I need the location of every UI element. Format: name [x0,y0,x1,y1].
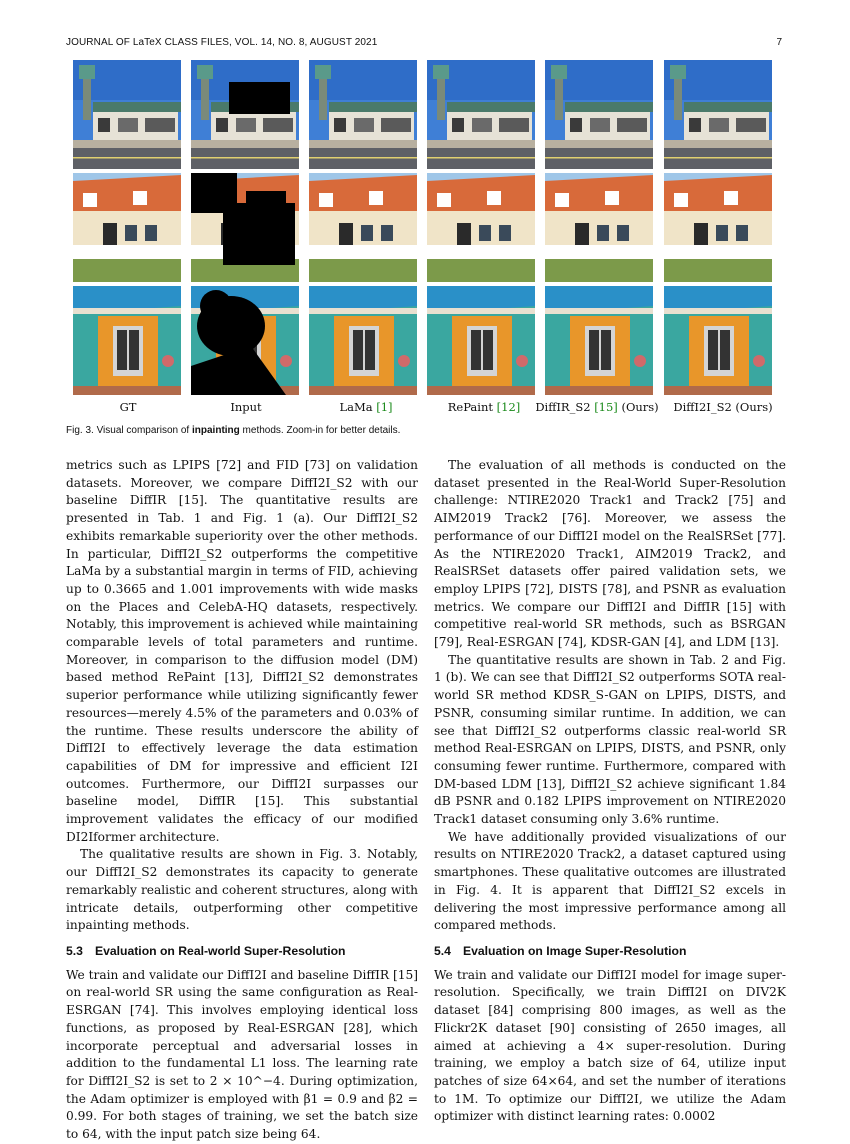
image-gt-street [73,60,181,169]
column-label-gt: GT [119,400,137,414]
paragraph: metrics such as LPIPS [72] and FID [73] on validation datasets. Moreover, we compare DiffI2I_S2 with our baseline DiffIR [15]. The quantitative results are presented in Tab. 1 and Fig. 1 (a). Our DiffI2I_S2 exhibits remarkable superiority over the other methods. In particular, DiffI2I_S2 outperforms the competitive LaMa by a substantial margin in terms of FID, achieving up to 0.3665 and 1.001 improvements with wide masks on the Places and CelebA-HQ datasets, respectively. Notably, this improvement is achieved while maintaining comparable levels of total parameters and runtime. Moreover, in comparison to the diffusion model (DM) based method RePaint [13], DiffI2I_S2 demonstrates superior performance while utilizing significantly fewer resources—merely 4.5% of the parameters and 0.03% of the runtime. These results underscore the ability of DiffI2I to effectively leverage the data estimation capabilities of DM for impressive and efficient I2I outcomes. Furthermore, our DiffI2I surpasses our baseline model, DiffIR [15]. This substantial improvement validates the efficacy of our modified DI2Iformer architecture. [66,458,418,844]
image-lama-street [309,60,417,169]
paragraph: The evaluation of all methods is conducted on the dataset presented in the Real-World Super-Resolution challenge: NTIRE2020 Track1 and Track2 [75] and AIM2019 Track2 [76]. Moreover, we assess the performance of our DiffI2I model on the RealSRSet [77]. As the NTIRE2020 Track1, AIM2019 Track2, and RealSRSet datasets offer paired validation sets, we employ LPIPS [72], DISTS [78], and PSNR as evaluation metrics. We compare our DiffI2I and DiffIR [15] with competitive real-world SR methods, such as BSRGAN [79], Real-ESRGAN [74], KDSR-GAN [4], and LDM [13]. [434,458,786,650]
image-repaint-street [427,60,535,169]
paragraph: We train and validate our DiffI2I and baseline DiffIR [15] on real-world SR using the same configuration as Real-ESRGAN [74]. This involves employing identical loss functions, as proposed by Real-ESRGAN [28], which incorporate perceptual and adversarial losses in addition to the fundamental L1 loss. The learning rate for DiffI2I_S2 is set to 2 × 10^−4. During optimization, the Adam optimizer is employed with β1 = 0.9 and β2 = 0.99. For both stages of training, we set the batch size to 64, with the input patch size being 64. [66,967,418,1142]
column-label-diffi2i: DiffI2I_S2 (Ours) [673,400,773,414]
column-label-input: Input [230,400,262,414]
column-label-diffir: DiffIR_S2 [15] (Ours) [535,400,659,414]
image-diffir-house [545,173,653,282]
paragraph: The quantitative results are shown in Tab. 2 and Fig. 1 (b). We can see that DiffI2I_S2 outperforms SOTA real-world SR method KDSR_S-GAN on LPIPS, DISTS, and PSNR, consuming similar runtime. In addition, we can see that DiffI2I_S2 outperforms classic real-world SR method Real-ESRGAN on LPIPS, DISTS, and PSNR, only consuming fewer runtime. Furthermore, compared with DM-based LDM [13], DiffI2I_S2 achieve significant 1.84 dB PSNR and 0.182 LPIPS improvement on NTIRE2020 Track1 dataset consuming only 3.6% runtime. [434,652,786,827]
image-repaint-house [427,173,535,282]
right-column [434,457,786,1126]
section-heading: 5.4 Evaluation on Image Super-Resolution [434,943,687,958]
image-diffi2i-street [664,60,772,169]
image-diffi2i-house [664,173,772,282]
image-repaint-facade [427,286,535,395]
figure-row-facade [73,286,773,395]
inpainting-mask [223,203,295,265]
image-diffir-street [545,60,653,169]
paragraph: We have additionally provided visualizations of our results on NTIRE2020 Track2, a dataset captured using smartphones. These qualitative outcomes are illustrated in Fig. 4. It is apparent that DiffI2I_S2 excels in delivering the most impressive performance among all compared methods. [434,829,786,933]
image-input-street [191,60,299,169]
page-number: 7 [776,37,782,48]
figure-caption: Fig. 3. Visual comparison of inpainting methods. Zoom-in for better details. [66,425,401,436]
section-heading: 5.3 Evaluation on Real-world Super-Resolution [66,943,346,958]
image-input-house [191,173,299,282]
column-label-lama: LaMa [1] [339,400,393,414]
paragraph: We train and validate our DiffI2I model for image super-resolution. Specifically, we train DiffI2I on DIV2K dataset [84] comprising 800 images, as well as the Flickr2K dataset [90] consisting of 2650 images, all aimed at achieving a 4× super-resolution. During training, we employ a batch size of 64, utilize input patches of size 64×64, and set the number of iterations to 1M. To optimize our DiffI2I, we utilize the Adam optimizer with distinct learning rates: 0.0002 [434,967,786,1124]
image-gt-house [73,173,181,282]
image-gt-facade [73,286,181,395]
running-header: JOURNAL OF LaTeX CLASS FILES, VOL. 14, NO. 8, AUGUST 2021 [66,37,378,48]
figure-row-street [73,60,773,169]
image-lama-facade [309,286,417,395]
figure-row-house [73,173,773,282]
paragraph: The qualitative results are shown in Fig. 3. Notably, our DiffI2I_S2 demonstrates its capacity to generate remarkably realistic and coherent structures, along with intricate details, outperforming other competitive inpainting methods. [66,847,418,933]
image-lama-house [309,173,417,282]
image-diffi2i-facade [664,286,772,395]
left-column [66,457,418,1144]
image-input-facade [191,286,299,395]
column-label-repaint: RePaint [12] [447,400,521,414]
inpainting-mask [229,82,290,114]
inpainting-mask [246,191,286,211]
image-diffir-facade [545,286,653,395]
